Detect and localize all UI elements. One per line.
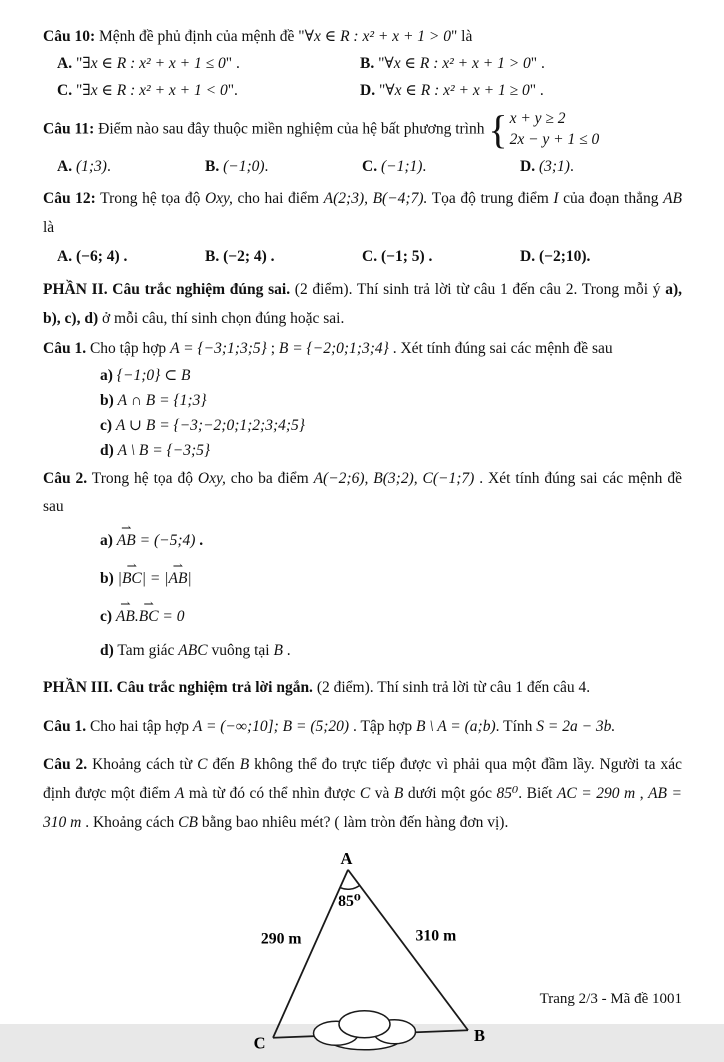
system-line-1: x + y ≥ 2	[509, 110, 566, 127]
question-11-stem	[43, 106, 682, 152]
part2-q1-items	[43, 365, 682, 462]
side-ab	[348, 870, 468, 1031]
part2-q2-items	[43, 526, 682, 662]
q12-option-b: B. (−2; 4) .	[205, 248, 275, 266]
part2-q1-item-b: b) A ∩ B = {1;3}	[100, 391, 207, 409]
page-footer-text: Trang 2/3 - Mã đề 1001	[539, 991, 682, 1007]
question-12-options	[43, 246, 682, 268]
part3-heading: PHẦN III. Câu trắc nghiệm trả lời ngắn. (2 điểm). Thí sinh trả lời từ câu 1 đến câu 4.	[43, 678, 591, 696]
left-brace: {	[488, 106, 508, 152]
system-lines	[510, 109, 600, 151]
question-11-text: Câu 11: Điểm nào sau đây thuộc miền nghiệm của hệ bất phương trình	[43, 120, 489, 138]
vertex-c-label: C	[253, 1033, 265, 1053]
side-ab-label: 310 m	[415, 927, 456, 945]
part2-q2-item-d: d) Tam giác ABC vuông tại B .	[100, 641, 291, 659]
triangle-figure	[43, 847, 682, 1062]
q11-option-b: B. (−1;0).	[205, 157, 269, 175]
part2-heading: PHẦN II. Câu trắc nghiệm đúng sai. (2 điểm). Thí sinh trả lời từ câu 1 đến câu 2. Trong mỗi ý a), b), c), d) ở mỗi câu, thí sinh chọn đúng hoặc sai.	[43, 281, 682, 327]
angle-label: 85⁰	[337, 892, 361, 910]
question-12-stem: Câu 12: Trong hệ tọa độ Oxy, cho hai điểm A(2;3), B(−4;7). Tọa độ trung điểm I của đoạn thẳng AB là	[43, 189, 682, 236]
part2-q1-item-d: d) A \ B = {−3;5}	[100, 441, 211, 459]
q11-option-d: D. (3;1).	[520, 157, 574, 175]
side-ac-label: 290 m	[260, 930, 301, 948]
angle-arc	[340, 886, 360, 890]
q12-option-d: D. (−2;10).	[520, 248, 591, 266]
part2-q2-item-b: b) |BC ⇀| = |AB ⇀|	[100, 564, 682, 590]
q12-option-c: C. (−1; 5) .	[362, 248, 433, 266]
side-ac	[273, 870, 348, 1038]
vertex-a-label: A	[340, 848, 352, 868]
cloud-shape	[313, 1011, 415, 1050]
part3-q1: Câu 1. Cho hai tập hợp A = (−∞;10]; B = (5;20) . Tập hợp B \ A = (a;b). Tính S = 2a − 3b.	[43, 717, 616, 735]
q11-option-a: A. (1;3).	[57, 157, 111, 175]
q10-option-d: D. "∀x ∈ R : x² + x + 1 ≥ 0" .	[360, 82, 544, 99]
q10-option-b: B. "∀x ∈ R : x² + x + 1 > 0" .	[360, 55, 545, 72]
q11-option-c: C. (−1;1).	[362, 157, 427, 175]
triangle-diagram	[228, 847, 498, 1062]
part3-q2: Câu 2. Khoảng cách từ C đến B không thể đo trực tiếp được vì phải qua một đầm lầy. Người ta xác định được một điểm A mà từ đó có thể nhìn được C và B dưới một góc 85⁰. Biết AC = 290 m , AB = 310 m . Khoảng cách CB bằng bao nhiêu mét? ( làm tròn đến hàng đơn vị).	[43, 756, 682, 831]
q12-option-a: A. (−6; 4) .	[57, 248, 128, 266]
part2-q1-item-c: c) A ∪ B = {−3;−2;0;1;2;3;4;5}	[100, 416, 305, 434]
part2-q2-item-a: a) AB ⇀ = (−5;4) .	[100, 526, 682, 552]
question-11-options	[43, 156, 682, 178]
q10-option-c: C. "∃x ∈ R : x² + x + 1 < 0".	[57, 82, 238, 99]
part2-q1-item-a: a) {−1;0} ⊂ B	[100, 366, 191, 384]
vertex-b-label: B	[473, 1025, 485, 1045]
question-10-stem: Câu 10: Mệnh đề phủ định của mệnh đề "∀x ∈ R : x² + x + 1 > 0" là	[43, 28, 473, 45]
part2-q2-stem: Câu 2. Trong hệ tọa độ Oxy, cho ba điểm A(−2;6), B(3;2), C(−1;7) . Xét tính đúng sai các mệnh đề sau	[43, 469, 682, 516]
page-footer	[540, 991, 682, 1008]
part2-q2-item-c: c) AB ⇀.BC ⇀ = 0	[100, 602, 682, 628]
part2-q1-stem: Câu 1. Cho tập hợp A = {−3;1;3;5} ; B = {−2;0;1;3;4} . Xét tính đúng sai các mệnh đề sau	[43, 339, 613, 357]
system-line-2: 2x − y + 1 ≤ 0	[509, 130, 600, 148]
q10-option-a: A. "∃x ∈ R : x² + x + 1 ≤ 0" .	[57, 55, 240, 72]
question-10-options	[43, 53, 682, 102]
inequality-system	[488, 106, 600, 152]
